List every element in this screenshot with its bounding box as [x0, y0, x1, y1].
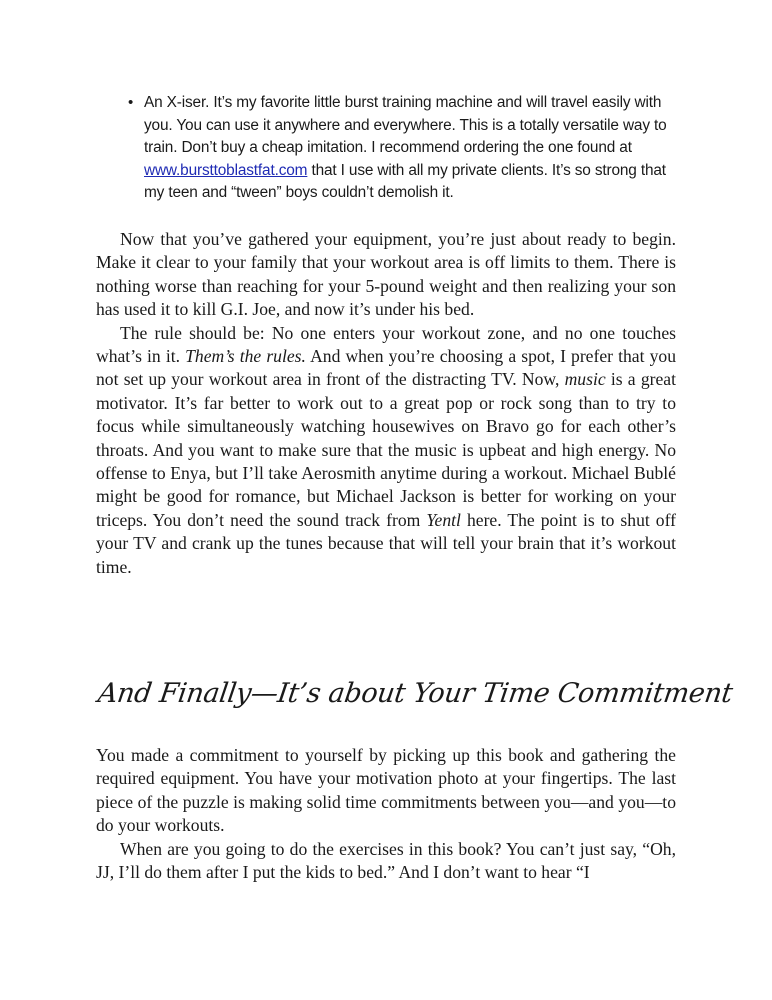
bursttoblastfat-link[interactable]: www.bursttoblastfat.com: [144, 161, 308, 179]
paragraph-workout-rules: [96, 322, 676, 579]
bullet-text-before-link: . It’s my favorite little burst training machine and will travel easily with you. You can use it anywhere and everywhere. This is a totally versatile way to train. Don’t buy a cheap imitation. I recommend ordering the one found at: [144, 94, 667, 156]
paragraph-when-exercise: When are you going to do the exercises in this book? You can’t just say, “Oh, JJ, I’ll do them after I put the kids to bed.” And I don’t want to hear “I: [96, 838, 676, 883]
rules-text-a: The rule should be: No one enters your workout zone, and no one touches what’s in it.: [96, 322, 676, 367]
rules-text-b: And when you’re choosing a spot, I prefer that you not set up your workout area in front of the distracting TV. Now,: [96, 346, 676, 390]
rules-text-c: is a great motivator. It’s far better to work out to a great pop or rock song than to try to focus while simultaneously watching housewives on Bravo go for each other’s throats. And you want to make sure that the music is upbeat and high energy. No offense to Enya, but I’ll take Aerosmith anytime during a workout. Michael Bublé might be good for romance, but Michael Jackson is better for working on your triceps. You don’t need the sound track from: [96, 369, 676, 530]
bullet-text: [144, 92, 668, 205]
yentl-emphasis: Yentl: [426, 509, 461, 530]
bullet-lead: An X-iser: [144, 94, 206, 111]
equipment-bullet-item: [128, 92, 668, 205]
paragraph-commitment: You made a commitment to yourself by picking up this book and gathering the required equipment. You have your motivation photo at your fingertips. The last piece of the puzzle is making solid time commitments between you—and you—to do your workouts.: [96, 745, 676, 836]
workout-area-section: [96, 228, 676, 579]
time-commitment-section: [96, 744, 676, 884]
section-heading: And Finally—It’s about Your Time Commitment: [96, 678, 735, 709]
music-emphasis: music: [564, 369, 606, 390]
bullet-marker: •: [128, 94, 134, 111]
rules-text-d: here. The point is to shut off your TV and crank up the tunes because that will tell your brain that it’s workout time.: [96, 509, 676, 577]
bullet-text-after-link: that I use with all my private clients. It’s so strong that my teen and “tween” boys couldn’t demolish it.: [144, 161, 666, 201]
rules-emphasis: Them’s the rules.: [185, 346, 306, 367]
paragraph-equipment-ready: Now that you’ve gathered your equipment, you’re just about ready to begin. Make it clear to your family that your workout area is off limits to them. There is nothing worse than reaching for your 5-pound weight and then realizing your son has used it to kill G.I. Joe, and now it’s under his bed.: [96, 229, 676, 320]
